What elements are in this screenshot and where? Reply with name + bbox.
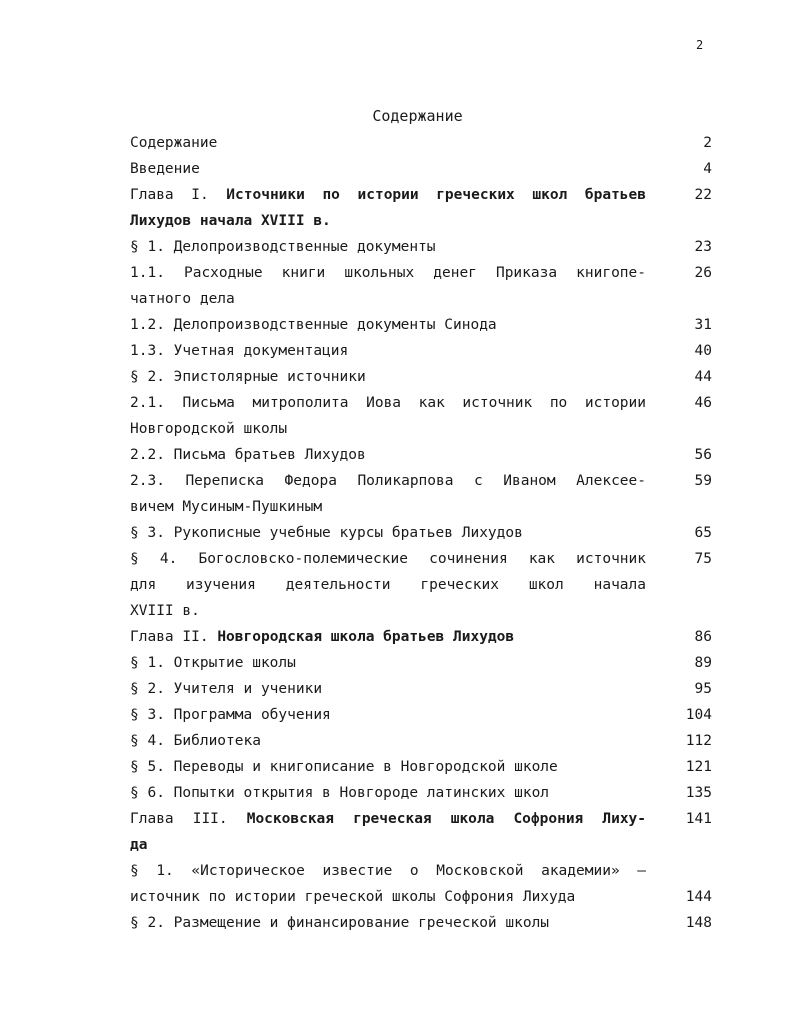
- toc-entry-line: [130, 858, 646, 884]
- toc-entry-line: [130, 130, 646, 156]
- toc-entry-line: [130, 234, 646, 260]
- toc-entry-page: 65: [694, 525, 712, 541]
- toc-entry-page: 2: [703, 135, 712, 151]
- toc-entry-line: [130, 494, 646, 520]
- table-of-contents: [130, 130, 712, 936]
- toc-entry-bold-title: Новгородская школа братьев Лихудов: [217, 629, 515, 645]
- toc-entry-line: [130, 806, 646, 832]
- toc-entry-line: [130, 728, 646, 754]
- toc-entry-line: [130, 260, 646, 286]
- toc-entry-page: 144: [685, 889, 712, 905]
- toc-entry-label: § 6. Попытки открытия в Новгороде латинских школ: [130, 785, 550, 801]
- toc-entry: [130, 182, 712, 234]
- toc-entry-title: [130, 312, 646, 338]
- toc-entry-label: вичем Мусиным-Пушкиным: [130, 499, 323, 515]
- toc-entry-label: Глава I.: [130, 187, 227, 203]
- toc-entry-title: [130, 754, 646, 780]
- toc-entry-bold-title: да: [130, 837, 148, 853]
- toc-entry: [130, 546, 712, 624]
- toc-entry-title: [130, 468, 646, 520]
- page-number: 2: [696, 38, 704, 52]
- page-title: Содержание: [372, 107, 463, 125]
- toc-entry-label: 1.2. Делопроизводственные документы Синода: [130, 317, 497, 333]
- toc-entry-line: [130, 884, 646, 910]
- toc-entry-label: 2.3. Переписка Федора Поликарпова с Иваном Алексее-: [130, 473, 646, 489]
- toc-entry-line: [130, 520, 646, 546]
- toc-entry: [130, 442, 712, 468]
- toc-entry: [130, 624, 712, 650]
- toc-entry-label: Введение: [130, 161, 200, 177]
- toc-entry: [130, 234, 712, 260]
- toc-entry-title: [130, 910, 646, 936]
- toc-entry: [130, 780, 712, 806]
- toc-entry-bold-title: Московская греческая школа Софрония Лиху-: [246, 811, 647, 827]
- toc-entry-label: XVIII в.: [130, 603, 200, 619]
- toc-entry: [130, 156, 712, 182]
- toc-entry-label: § 1. Делопроизводственные документы: [130, 239, 436, 255]
- toc-entry-label: § 4. Богословско-полемические сочинения как источник: [130, 551, 646, 567]
- toc-entry-label: § 4. Библиотека: [130, 733, 261, 749]
- toc-entry-title: [130, 806, 646, 858]
- toc-entry-label: 1.1. Расходные книги школьных денег Приказа книгопе-: [130, 265, 646, 281]
- toc-entry-label: 1.3. Учетная документация: [130, 343, 349, 359]
- toc-entry-line: [130, 182, 646, 208]
- toc-entry-line: [130, 832, 646, 858]
- toc-entry-page: 31: [694, 317, 712, 333]
- toc-entry-title: [130, 156, 646, 182]
- toc-entry-label: § 3. Рукописные учебные курсы братьев Лихудов: [130, 525, 523, 541]
- toc-entry-page: 44: [694, 369, 712, 385]
- toc-entry-line: [130, 910, 646, 936]
- toc-entry-page: 59: [694, 473, 712, 489]
- toc-entry-page: 23: [694, 239, 712, 255]
- toc-entry-label: § 1. «Историческое известие о Московской академии» —: [130, 863, 646, 879]
- toc-entry-line: [130, 702, 646, 728]
- toc-entry-label: § 2. Учителя и ученики: [130, 681, 323, 697]
- toc-entry-page: 148: [685, 915, 712, 931]
- toc-entry-label: § 2. Эпистолярные источники: [130, 369, 366, 385]
- toc-entry-title: [130, 234, 646, 260]
- toc-entry-line: [130, 754, 646, 780]
- toc-entry-line: [130, 208, 646, 234]
- toc-entry-line: [130, 468, 646, 494]
- toc-entry: [130, 806, 712, 858]
- toc-entry-line: [130, 286, 646, 312]
- toc-entry-line: [130, 364, 646, 390]
- toc-entry-label: чатного дела: [130, 291, 235, 307]
- toc-entry-page: 86: [694, 629, 712, 645]
- toc-entry-page: 75: [694, 551, 712, 567]
- toc-entry: [130, 468, 712, 520]
- toc-entry: [130, 910, 712, 936]
- toc-entry-title: [130, 858, 646, 910]
- toc-entry-line: [130, 598, 646, 624]
- toc-entry-page: 141: [685, 811, 712, 827]
- toc-entry-page: 104: [685, 707, 712, 723]
- toc-entry-label: 2.1. Письма митрополита Иова как источник по истории: [130, 395, 646, 411]
- toc-entry-page: 56: [694, 447, 712, 463]
- toc-entry-label: § 2. Размещение и финансирование греческой школы: [130, 915, 550, 931]
- toc-entry-title: [130, 546, 646, 624]
- toc-entry-label: источник по истории греческой школы Софрония Лихуда: [130, 889, 576, 905]
- toc-entry-title: [130, 390, 646, 442]
- toc-entry-label: § 3. Программа обучения: [130, 707, 331, 723]
- toc-entry-page: 22: [694, 187, 712, 203]
- toc-entry-page: 135: [685, 785, 712, 801]
- toc-entry-label: Глава II.: [130, 629, 218, 645]
- toc-entry-line: [130, 624, 646, 650]
- toc-entry-title: [130, 650, 646, 676]
- toc-entry-line: [130, 780, 646, 806]
- toc-entry-line: [130, 676, 646, 702]
- toc-entry-title: [130, 338, 646, 364]
- toc-entry-bold-title: Лихудов начала XVIII в.: [130, 213, 331, 229]
- toc-entry: [130, 702, 712, 728]
- toc-entry-line: [130, 572, 646, 598]
- toc-entry-page: 95: [694, 681, 712, 697]
- toc-entry-title: [130, 780, 646, 806]
- toc-entry: [130, 676, 712, 702]
- toc-entry-page: 26: [694, 265, 712, 281]
- toc-entry-line: [130, 338, 646, 364]
- toc-entry-title: [130, 182, 646, 234]
- toc-entry-title: [130, 676, 646, 702]
- toc-entry-line: [130, 390, 646, 416]
- toc-entry-label: § 1. Открытие школы: [130, 655, 296, 671]
- toc-entry-line: [130, 312, 646, 338]
- toc-entry-line: [130, 650, 646, 676]
- toc-entry-label: § 5. Переводы и книгописание в Новгородской школе: [130, 759, 558, 775]
- toc-entry: [130, 390, 712, 442]
- toc-entry: [130, 520, 712, 546]
- toc-entry: [130, 312, 712, 338]
- toc-entry-title: [130, 624, 646, 650]
- toc-entry-title: [130, 130, 646, 156]
- toc-entry-title: [130, 364, 646, 390]
- toc-entry-label: Глава III.: [130, 811, 247, 827]
- toc-entry-page: 121: [685, 759, 712, 775]
- toc-entry-bold-title: Источники по истории греческих школ братьев: [226, 187, 646, 203]
- toc-entry-title: [130, 702, 646, 728]
- toc-entry-label: для изучения деятельности греческих школ начала: [130, 577, 646, 593]
- toc-entry: [130, 728, 712, 754]
- toc-entry-title: [130, 442, 646, 468]
- toc-entry-page: 40: [694, 343, 712, 359]
- toc-entry-page: 4: [703, 161, 712, 177]
- toc-entry: [130, 858, 712, 910]
- toc-entry-label: Новгородской школы: [130, 421, 288, 437]
- toc-entry-title: [130, 520, 646, 546]
- toc-entry: [130, 754, 712, 780]
- toc-entry-line: [130, 416, 646, 442]
- toc-entry: [130, 130, 712, 156]
- toc-entry: [130, 338, 712, 364]
- toc-entry-line: [130, 156, 646, 182]
- toc-entry-label: 2.2. Письма братьев Лихудов: [130, 447, 366, 463]
- toc-entry: [130, 364, 712, 390]
- toc-entry-line: [130, 442, 646, 468]
- toc-entry-page: 46: [694, 395, 712, 411]
- toc-entry-page: 112: [685, 733, 712, 749]
- toc-entry: [130, 650, 712, 676]
- toc-entry-title: [130, 728, 646, 754]
- toc-entry-page: 89: [694, 655, 712, 671]
- toc-entry-line: [130, 546, 646, 572]
- toc-entry: [130, 260, 712, 312]
- toc-entry-label: Содержание: [130, 135, 218, 151]
- toc-entry-title: [130, 260, 646, 312]
